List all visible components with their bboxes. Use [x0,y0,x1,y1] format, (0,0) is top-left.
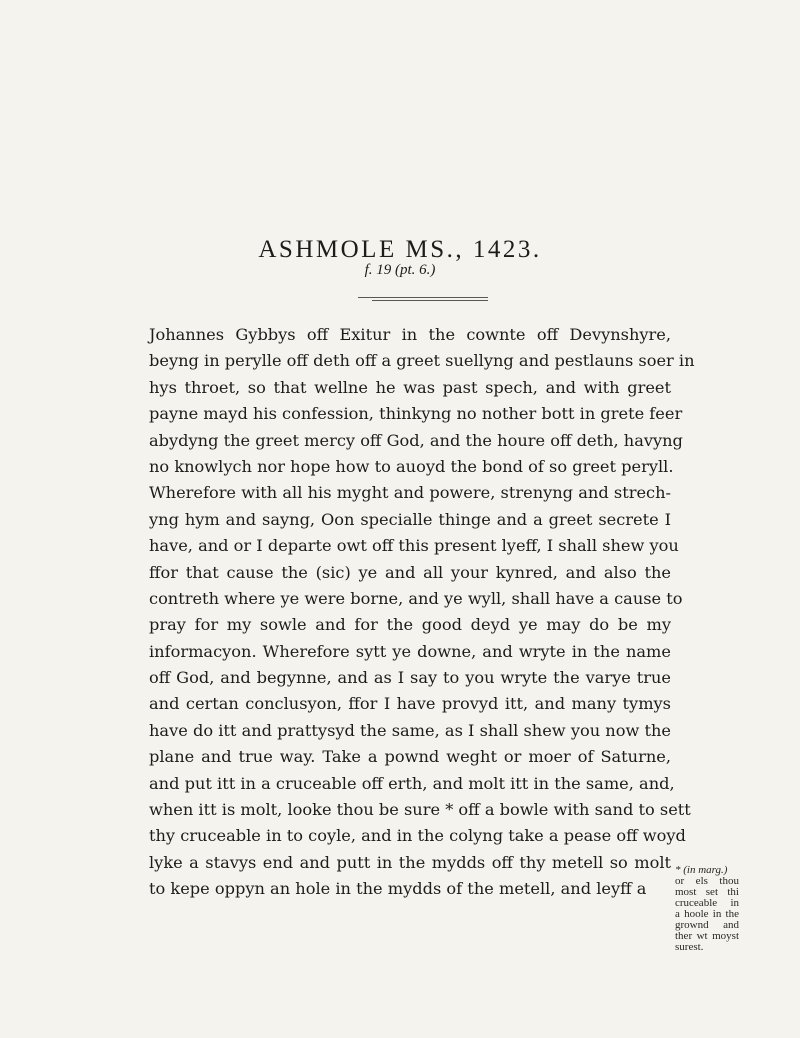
text-line: when itt is molt, looke thou be sure * off a bowle with sand to sett [149,800,691,820]
text-line: abydyng the greet mercy off God, and the houre off deth, havyng [149,430,683,450]
text-line: Johannes Gybbys off Exitur in the cownte off Devynshyre, [149,325,671,344]
text-line: have, and or I departe owt off this present lyeff, I shall shew you [149,536,679,556]
marginal-note [675,865,739,953]
text-line: no knowlych nor hope how to auoyd the bond of so greet peryll. [149,456,674,476]
text-line: plane and true way. Take a pownd weght or moer of Saturne, [149,747,671,767]
margin-note-line: or els thou [675,875,739,887]
text-line: hys throet, so that wellne he was past spech, and with greet [149,377,671,397]
text-line: yng hym and sayng, Oon specialle thinge and a greet secrete I [149,509,671,529]
page-title: ASHMOLE MS., 1423. [258,236,542,263]
ornamental-rule-second [372,300,488,301]
text-line: off God, and begynne, and as I say to you wryte the varye true [149,668,671,688]
margin-note-line: a hoole in the [675,908,739,920]
ornamental-rule [358,297,488,298]
text-line: contreth where ye were borne, and ye wyll, shall have a cause to [149,588,683,608]
text-line: pray for my sowle and for the good deyd ye may do be my [149,615,671,635]
text-line: lyke a stavys end and putt in the mydds off thy metell so molt [149,852,671,872]
text-line: Wherefore with all his myght and powere, strenyng and strech- [149,483,671,503]
manuscript-text [149,322,695,903]
text-line: informacyon. Wherefore sytt ye downe, and wryte in the name [149,641,671,661]
margin-note-line: cruceable in [675,897,739,909]
text-line: to kepe oppyn an hole in the mydds of the metell, and leyff a [149,879,647,899]
text-line: and certan conclusyon, ffor I have provyd itt, and many tymys [149,694,671,714]
text-line: payne mayd his confession, thinkyng no nother bott in grete feer [149,404,683,424]
margin-note-line: surest. [675,941,704,953]
text-line: have do itt and prattysyd the same, as I shall shew you now the [149,720,671,740]
text-line: ffor that cause the (sic) ye and all your kynred, and also the [149,562,671,582]
text-line: and put itt in a cruceable off erth, and molt itt in the same, and, [149,773,675,793]
margin-note-line: most set thi [675,886,739,898]
margin-note-line: grownd and [675,919,739,931]
margin-note-line: ther wt moyst [675,930,739,942]
text-line: beyng in perylle off deth off a greet suellyng and pestlauns soer in [149,351,695,371]
margin-note-line: * (in marg.) [675,864,728,876]
folio-reference: f. 19 (pt. 6.) [364,262,436,278]
text-line: thy cruceable in to coyle, and in the colyng take a pease off woyd [149,826,686,846]
